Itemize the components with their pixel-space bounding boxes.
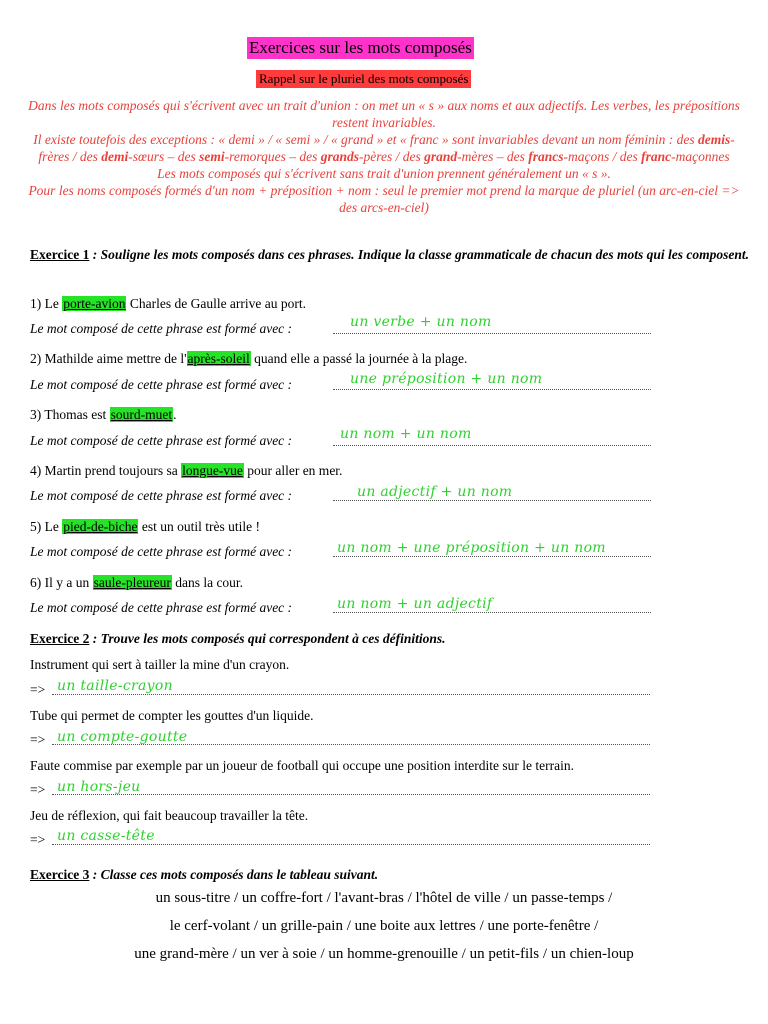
answer-line <box>52 794 650 795</box>
compound-word: saule-pleureur <box>93 575 171 590</box>
rappel-paragraph-3: Les mots composés qui s'écrivent sans trait d'union prennent généralement un « s ». <box>157 166 611 181</box>
answer-line <box>333 556 651 557</box>
exercise-1-heading: Exercice 1 : Souligne les mots composés dans ces phrases. Indique la classe grammaticale de chacun des mots qui les composent. <box>30 247 750 262</box>
ex1-prompt-5: Le mot composé de cette phrase est formé avec : <box>30 544 293 559</box>
ex2-answer-4: un casse-tête <box>57 828 155 844</box>
compound-word: porte-avion <box>63 296 126 311</box>
ex2-definition-1: Instrument qui sert à tailler la mine d'un crayon. <box>30 657 290 672</box>
exercise-3-heading: Exercice 3 : Classe ces mots composés dans le tableau suivant. <box>30 867 379 882</box>
page-title: Exercices sur les mots composés <box>249 38 472 57</box>
ex2-arrow: => <box>30 832 46 847</box>
ex1-answer-5: un nom + une préposition + un nom <box>337 540 606 556</box>
answer-line <box>333 500 651 501</box>
word-list-line-2: le cerf-volant / un grille-pain / une boite aux lettres / une porte-fenêtre / <box>169 918 599 934</box>
answer-line <box>333 445 651 446</box>
ex2-definition-2: Tube qui permet de compter les gouttes d'un liquide. <box>30 708 314 723</box>
answer-line <box>333 333 651 334</box>
ex1-sentence-6: 6) Il y a un saule-pleureur dans la cour. <box>30 575 244 590</box>
ex2-answer-1: un taille-crayon <box>57 678 173 694</box>
compound-word: sourd-muet <box>110 407 173 422</box>
ex1-answer-1: un verbe + un nom <box>350 314 492 330</box>
word-list-line-3: une grand-mère / un ver à soie / un homme-grenouille / un petit-fils / un chien-loup <box>134 946 634 962</box>
ex1-prompt-3: Le mot composé de cette phrase est formé avec : <box>30 433 293 448</box>
ex2-arrow: => <box>30 732 46 747</box>
compound-word: longue-vue <box>182 463 243 478</box>
ex1-answer-4: un adjectif + un nom <box>357 484 513 500</box>
ex1-sentence-1: 1) Le porte-avion Charles de Gaulle arrive au port. <box>30 296 307 311</box>
ex1-sentence-3: 3) Thomas est sourd-muet. <box>30 407 177 422</box>
ex2-arrow: => <box>30 682 46 697</box>
answer-line <box>333 389 651 390</box>
compound-word: après-soleil <box>187 351 250 366</box>
ex2-answer-3: un hors-jeu <box>57 779 141 795</box>
word-list-line-1: un sous-titre / un coffre-fort / l'avant-bras / l'hôtel de ville / un passe-temps / <box>155 890 613 906</box>
rappel-paragraph-1: Dans les mots composés qui s'écrivent avec un trait d'union : on met un « s » aux noms et aux adjectifs. Les verbes, les prépositions restent invariables. <box>28 98 740 130</box>
rappel-paragraph-2: Il existe toutefois des exceptions : « demi » / « semi » / « grand » et « franc » sont invariables devant un nom féminin : des demis-frères / des demi-sœurs – des semi-remorques – des grands-pères / des grand-mères – des francs-maçons / des franc-maçonnes <box>33 132 735 164</box>
compound-word: pied-de-biche <box>63 519 138 534</box>
answer-line <box>52 694 650 695</box>
ex1-prompt-2: Le mot composé de cette phrase est formé avec : <box>30 377 293 392</box>
rappel-paragraph-4: Pour les noms composés formés d'un nom + préposition + nom : seul le premier mot prend la marque de pluriel (un arc-en-ciel => des arcs-en-ciel) <box>28 183 740 215</box>
ex1-answer-2: une préposition + un nom <box>350 371 543 387</box>
ex1-sentence-2: 2) Mathilde aime mettre de l'après-soleil quand elle a passé la journée à la plage. <box>30 351 468 366</box>
ex2-arrow: => <box>30 782 46 797</box>
answer-line <box>52 844 650 845</box>
ex1-prompt-4: Le mot composé de cette phrase est formé avec : <box>30 488 293 503</box>
ex1-sentence-4: 4) Martin prend toujours sa longue-vue pour aller en mer. <box>30 463 343 478</box>
rappel-block <box>20 97 748 216</box>
ex1-answer-3: un nom + un nom <box>340 426 472 442</box>
ex2-answer-2: un compte-goutte <box>57 729 188 745</box>
ex2-definition-4: Jeu de réflexion, qui fait beaucoup travailler la tête. <box>30 808 309 823</box>
ex1-answer-6: un nom + un adjectif <box>337 596 493 612</box>
ex2-definition-3: Faute commise par exemple par un joueur de football qui occupe une position interdite sur le terrain. <box>30 758 574 773</box>
exercise-2-heading: Exercice 2 : Trouve les mots composés qui correspondent à ces définitions. <box>30 631 446 646</box>
rappel-subtitle: Rappel sur le pluriel des mots composés <box>256 70 471 88</box>
ex1-prompt-1: Le mot composé de cette phrase est formé avec : <box>30 321 293 336</box>
ex1-sentence-5: 5) Le pied-de-biche est un outil très utile ! <box>30 519 260 534</box>
ex1-prompt-6: Le mot composé de cette phrase est formé avec : <box>30 600 293 615</box>
answer-line <box>333 612 651 613</box>
